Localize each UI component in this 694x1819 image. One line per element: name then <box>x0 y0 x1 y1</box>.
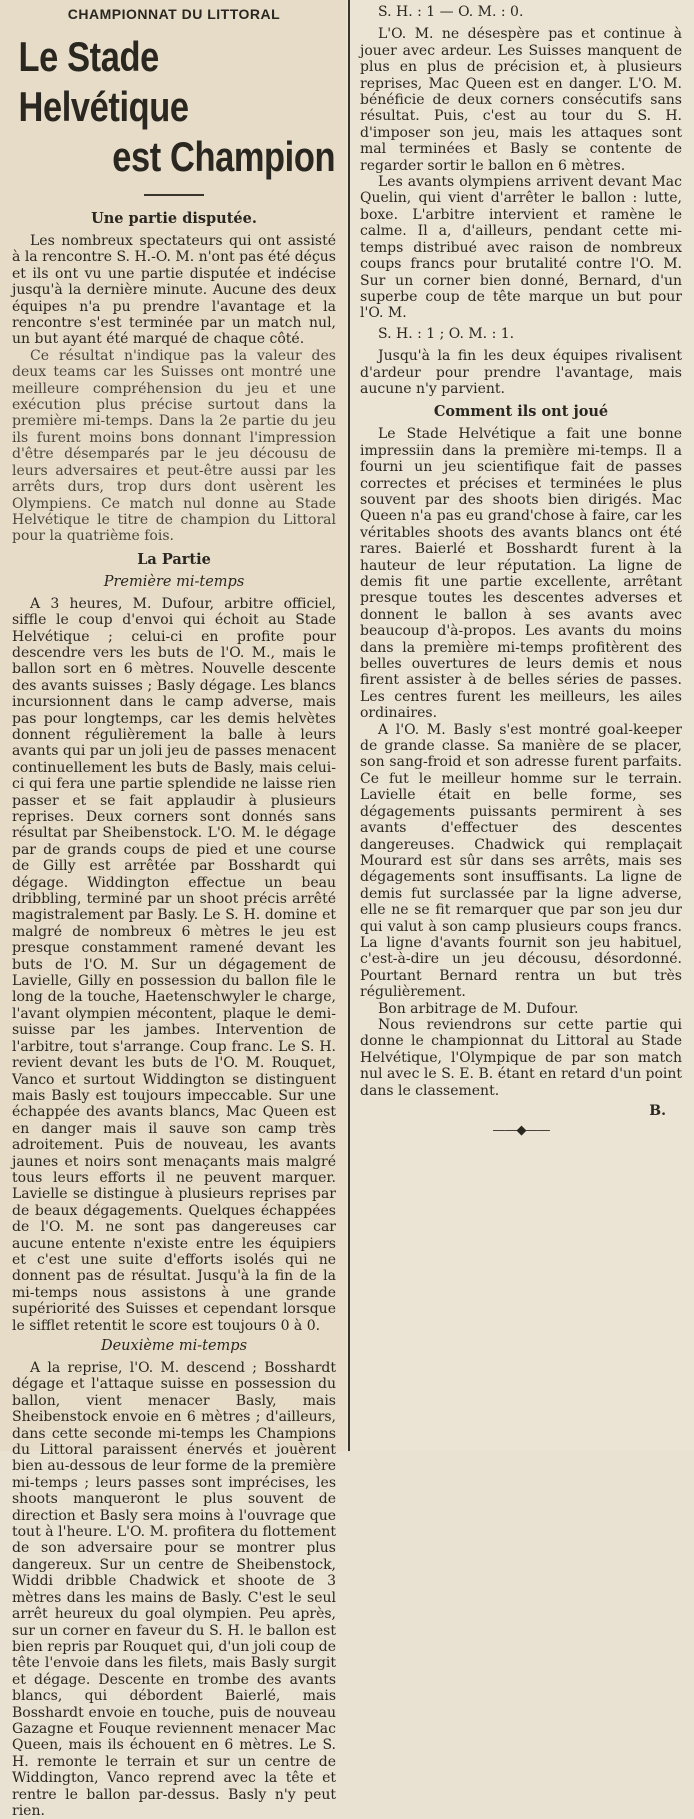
second-half-paragraph-3: Les avants olympiens arrivent devant Mac Quelin, qui vient d'arrêter le ballon : lutte, boxe. L'arbitre intervient et ramène le calme. Il a, d'ailleurs, pendant cette mi-temps distribué avec raison de nombreux coups francs pour brutalité contre l'O. M. Sur un corner bien donné, Bernard, d'un superbe coup de tête marque un but pour l'O. M. <box>360 174 682 322</box>
play-paragraph-2: A l'O. M. Basly s'est montré goal-keeper de grande classe. Sa manière de se placer, son sang-froid et son adresse furent parfaits. Ce fut le meilleur homme sur le terrain. Lavielle était en belle forme, ses dégagements puissants permirent à ses avants d'effectuer des descentes dangereuses. Chadwick qui remplaçait Mourard est sûr dans ses arrêts, mais ses dégagements sont insuffisants. La ligne de demis fut surclassée par la ligne adverse, elle ne se fit remarquer que par son jeu dur qui valut à son camp plusieurs coups francs. La ligne d'avants fournit son jeu habituel, c'est-à-dire un jeu décousu, désordonné. Pourtant Bernard rentra un but très régulièrement. <box>360 721 682 1001</box>
second-half-paragraph-4: Jusqu'à la fin les deux équipes rivalisent d'ardeur pour prendre l'avantage, mais aucune n'y parvient. <box>360 348 682 397</box>
kicker: CHAMPIONNAT DU LITTORAL <box>67 6 281 22</box>
first-half-paragraph: A 3 heures, M. Dufour, arbitre officiel, siffle le coup d'envoi qui échoit au Stade Helvétique ; celui-ci en profite pour descendre vers les buts de l'O. M., mais le ballon sort en 6 mètres. Nouvelle descente des avants suisses ; Basly dégage. Les blancs incursionnent dans le camp adverse, mais pas pour longtemps, car les demis helvètes donnent régulièrement la balle à leurs avants qui par un joli jeu de passes menacent continuellement les buts de Basly, mais celui-ci qui fera une partie splendide ne laisse rien passer et se fait applaudir à plusieurs reprises. Deux corners sont donnés sans résultat par Sheibenstock. L'O. M. le dégage par de grands coups de pied et une course de Gilly est arrêtée par Bosshardt qui dégage. Widdington effectue un beau dribbling, terminé par un shoot précis arrêté magistralement par Basly. Le S. H. domine et malgré de nombreux 6 mètres le jeu est presque constamment ramené devant les buts de l'O. M. Sur un dégagement de Lavielle, Gilly en possession du ballon file le long de la touche, Haetenschwyler le charge, l'avant olympien mécontent, plaque le demi-suisse par les jambes. Intervention de l'arbitre, tout s'arrange. Coup franc. Le S. H. revient devant les buts de l'O. M. Rouquet, Vanco et surtout Widdington se distinguent mais Basly est toujours impeccable. Sur une échappée des avants blancs, Mac Queen est en danger mais il sauve son camp très adroitement. Puis de nouveau, les avants jaunes et noirs sont menaçants mais malgré tous leurs efforts il ne peuvent marquer. Lavielle se distingue à plusieurs reprises par de beaux dégagements. Quelques échappées de l'O. M. ne sont pas dangereuses car aucune entente n'existe entre les équipiers et c'est une suite d'efforts isolés qui ne donnent pas de résultat. Jusqu'à la fin de la mi-temps nous assistons à une grande supériorité des Suisses et cependant lorsque le sifflet retentit le score est toujours 0 à 0. <box>12 595 336 1334</box>
intro-paragraph-2: Ce résultat n'indique pas la valeur des deux teams car les Suisses ont montré une meilleure compréhension du jeu et une exécution plus précise surtout dans la première mi-temps. Dans la 2e partie du jeu ils furent moins bons donnant l'impression d'être désemparés par le jeu décousu de leurs adversaires et peut-être aussi par les arrêts durs, trop durs dont usèrent les Olympiens. Ce match nul donne au Stade Helvétique le titre de champion du Littoral pour la quatrième fois. <box>12 347 336 545</box>
score-line-2: S. H. : 1 ; O. M. : 1. <box>378 325 515 342</box>
end-ornament: ——◆—— <box>492 1123 550 1138</box>
subheading-first-half: Première mi-temps <box>103 573 245 590</box>
subheading-second-half: Deuxième mi-temps <box>100 1338 248 1354</box>
play-paragraph-3: Bon arbitrage de M. Dufour. <box>378 1000 579 1017</box>
signature: B. <box>649 1103 666 1119</box>
left-column <box>0 0 346 1819</box>
score-line-1: S. H. : 1 — O. M. : 0. <box>378 4 524 20</box>
play-paragraph-1: Le Stade Helvétique a fait une bonne impressiin dans la première mi-temps. Il a fourni un jeu scientifique fait de passes correctes et précises et terminées le plus souvent par des shoots bien dirigés. Mac Queen n'a pas eu grand'chose à faire, car les véritables shoots des avants blancs ont été rares. Baierlé et Bosshardt furent à la hauteur de leur réputation. La ligne de demis fit une partie excellente, arrêtant presque toutes les descentes adverses et donnent le ballon à ses avants avec beaucoup d'à-propos. Les avants du moins dans la première mi-temps profitèrent des belles ouvertures de leurs demis et nous firent assister à de belles séries de passes. Les centres furent les meilleurs, les ailes ordinaires. <box>360 426 682 722</box>
play-paragraph-4: Nous reviendrons sur cette partie qui donne le championnat du Littoral au Stade Helvétique, l'Olympique de par son match nul avec le S. E. B. étant en retard d'un point dans le classement. <box>360 1016 682 1099</box>
headline <box>12 32 336 182</box>
headline-line-2: est Champion <box>112 133 336 180</box>
right-column <box>348 0 694 1451</box>
divider <box>144 194 204 196</box>
subheading-la-partie: La Partie <box>137 550 211 568</box>
subheading-disputed: Une partie disputée. <box>91 210 257 227</box>
second-half-paragraph-1: A la reprise, l'O. M. descend ; Bosshardt dégage et l'attaque suisse en possession du ballon, vient menacer Basly, mais Sheibenstock envoie en 6 mètres ; d'ailleurs, dans cette seconde mi-temps les Champions du Littoral paraissent énervés et jouèrent bien au-dessous de leur forme de la première mi-temps ; leurs passes sont imprécises, les shoots manqueront le plus souvent de direction et Basly sera moins à l'ouvrage que tout à l'heure. L'O. M. profitera du flottement de son adversaire pour se montrer plus dangereux. Sur un centre de Sheibenstock, Widdi dribble Chadwick et shoote de 3 mètres dans les mains de Basly. C'est le seul arrêt heureux du goal olympien. Peu après, sur un corner en faveur du S. H. le ballon est bien repris par Rouquet qui, d'un joli coup de tête l'envoie dans les filets, mais Basly surgit et dégage. Descente en trombe des avants blancs, qui débordent Baierlé, mais Bosshardt envoie en touche, puis de nouveau Gazagne et Fouque reviennent menacer Mac Queen, mais ils échouent en 6 mètres. Le S. H. remonte le terrain et sur un centre de Widdington, Vanco reprend avec la tête et rentre le ballon par-dessus. Basly n'y peut rien. <box>12 1360 336 1819</box>
subheading-how-they-played: Comment ils ont joué <box>433 403 609 421</box>
intro-paragraph-1: Les nombreux spectateurs qui ont assisté à la rencontre S. H.-O. M. n'ont pas été déçus et ils ont vu une partie disputée et indécise jusqu'à la dernière minute. Aucune des deux équipes n'a pu prendre l'avantage et la rencontre s'est terminée par un match nul, un but ayant été marqué de chaque côté. <box>12 233 336 348</box>
headline-line-1: Le Stade Helvétique <box>18 33 189 130</box>
second-half-paragraph-2: L'O. M. ne désespère pas et continue à jouer avec ardeur. Les Suisses manquent de plus en plus de précision et, à plusieurs reprises, Mac Queen est en danger. L'O. M. bénéficie de deux corners consécutifs sans résultat. Puis, c'est au tour du S. H. d'imposer son jeu, mais les attaques sont mal terminées et Basly se contente de regarder sortir le ballon en 6 mètres. <box>360 26 682 174</box>
